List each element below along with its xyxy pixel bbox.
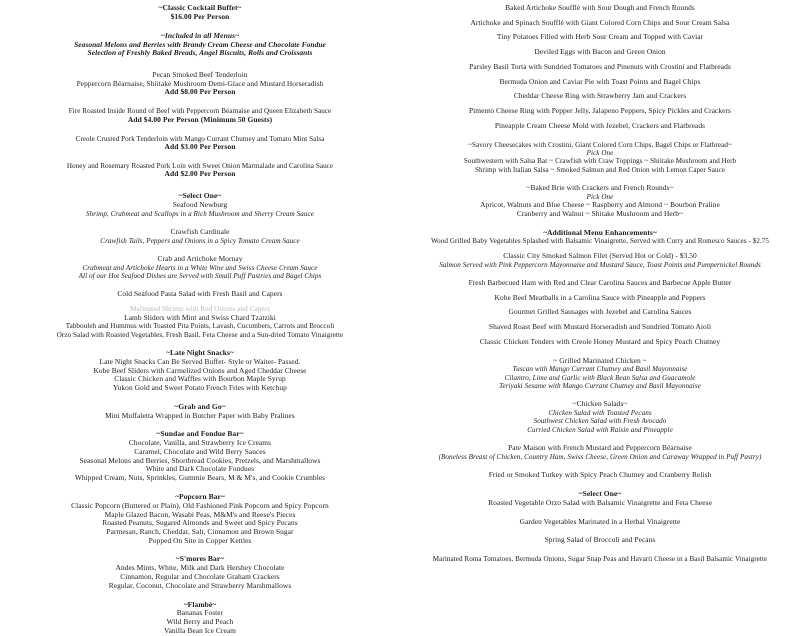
spacer (10, 125, 390, 135)
enhancement-name: Classic City Smoked Salmon Filet (Served Hot or Cold) - $3.50 (503, 250, 697, 260)
hot-item: Kobe Beef Meatballs in a Carolina Sauce with Pineapple and Peppers (494, 292, 706, 302)
seafood-dish-name: Crawfish Cardinale (170, 226, 230, 236)
smores-bar-item: Cinnamon, Regular and Chocolate Graham Crackers (120, 572, 280, 582)
hors-doeuvre-item: Baked Artichoke Soufflé with Sour Dough and French Rounds (505, 3, 695, 12)
chicken-salad-item: Curried Chicken Salad with Raisin and Pineapple (527, 425, 673, 434)
popcorn-bar-item: Parmesan, Ranch, Cheddar, Salt, Cinnamon and Brown Sugar (106, 527, 294, 536)
grilled-chicken-item: Cilantro, Lime and Garlic with Black Bean Salsa and Guacamole (504, 373, 696, 382)
popcorn-bar-item: Classic Popcorn (Buttered or Plain), Old Fashioned Pink Popcorn and Spicy Popcorn (71, 500, 329, 510)
spacer (10, 152, 390, 162)
carving-upcharge: Add $4.00 Per Person (Minimum 50 Guests) (127, 114, 273, 124)
smores-bar-item: Andes Mints, White, Milk and Dark Hershey Chocolate (115, 563, 285, 573)
hors-doeuvre-item: Deviled Eggs with Bacon and Green Onion (534, 47, 666, 57)
flambe-item: Bananas Foster (176, 608, 224, 618)
carving-detail: Peppercorn Béarnaise, Shiitake Mushroom Demi-Glace and Mustard Horseradish (76, 78, 324, 88)
sundae-bar-item: Chocolate, Vanilla, and Strawberry Ice Creams (128, 438, 272, 448)
included-item: Seasonal Melons and Berries with Brandy Cream Cheese and Chocolate Fondue (74, 39, 326, 49)
sundae-bar-item: Seasonal Melons and Berries, Shortbread Cookies, Pretzels, and Marshmallows (79, 455, 321, 465)
turkey-item: Fried or Smoked Turkey with Spicy Peach Chutney and Cranberry Relish (488, 470, 712, 480)
included-item: Selection of Freshly Baked Breads, Angel Biscuits, Rolls and Croissants (87, 48, 313, 58)
smores-bar-heading: ~S'mores Bar~ (175, 554, 225, 564)
smores-bar-item: Regular, Coconut, Chocolate and Strawberry Marshmallows (108, 580, 292, 590)
popcorn-bar-item: Roasted Peanuts, Sugared Almonds and Sweet and Spicy Pecans (102, 518, 298, 528)
carving-name: Fire Roasted Inside Round of Beef with Peppercorn Béarnaise and Queen Elizabeth Sauce (68, 107, 332, 116)
cold-item: Marinated Shrimp with Red Onions and Capers (129, 305, 271, 314)
hors-doeuvre-item: Pineapple Cream Cheese Mold with Jezebel, Crackers and Flatbreads (494, 120, 706, 130)
pate-name: Pate Maison with French Mustard and Peppercorn Béarnaise (508, 443, 692, 453)
select-one-seafood-heading: ~Select One~ (178, 190, 222, 200)
grab-and-go-heading: ~Grab and Go~ (174, 401, 226, 411)
baked-brie-option: Apricot, Walnuts and Blue Cheese ~ Raspberry and Almond ~ Bourbon Praline (480, 200, 720, 210)
left-column (0, 3, 400, 635)
hors-doeuvre-item: Parsley Basil Torta with Sundried Tomatoes and Pinenuts with Crostini and Flatbreads (469, 61, 731, 71)
chicken-salad-item: Chicken Salad with Toasted Pecans (548, 409, 652, 418)
baked-brie-heading: ~Baked Brie with Crackers and French Rounds~ (526, 183, 674, 193)
sundae-bar-heading: ~Sundae and Fondue Bar~ (156, 429, 244, 439)
carving-name: Creole Crusted Pork Tenderloin with Mango Currant Chutney and Tomato Mint Salsa (75, 134, 325, 143)
late-night-heading: ~Late Night Snacks~ (166, 348, 234, 358)
carving-upcharge: Add $2.00 Per Person (164, 169, 236, 179)
flambe-item: Wild Berry and Peach (166, 617, 234, 627)
seafood-footnote: All of our Hot Seafood Dishes are Served with Small Puff Pastries and Bagel Chips (78, 272, 322, 281)
spacer (10, 179, 390, 192)
late-night-item: Yukon Gold and Sweet Potato French Fries with Ketchup (113, 383, 287, 393)
hors-doeuvre-item: Pimento Cheese Ring with Pepper Jelly, Jalapeno Peppers, Spicy Pickles and Crackers (468, 106, 732, 116)
popcorn-bar-heading: ~Popcorn Bar~ (175, 491, 225, 501)
salad-item: Spring Salad of Broccoli and Pecans (544, 535, 656, 545)
baked-brie-pick: Pick One (586, 192, 614, 201)
select-one-salads-heading: ~Select One~ (578, 489, 622, 499)
salad-item: Garden Vegetables Marinated in a Herbal Vinaigrette (519, 516, 681, 526)
spacer (10, 97, 390, 107)
menu-price: $16.00 Per Person (170, 11, 230, 21)
seafood-dish-description: Shrimp, Crabmeat and Scallops in a Rich Mushroom and Sherry Cream Sauce (86, 209, 314, 218)
late-night-item: Kobe Beef Sliders with Carmelized Onions and Aged Cheddar Cheese (93, 365, 307, 375)
savory-cheesecakes-pick: Pick One (586, 148, 614, 157)
salad-item: Roasted Vegetable Orzo Salad with Balsamic Vinaigrette and Feta Cheese (488, 497, 712, 507)
cold-item: Orzo Salad with Roasted Vegetables, Fresh Basil, Feta Cheese and a Sun-dried Tomato Vinaigrette (56, 330, 344, 339)
late-night-note: Late Night Snacks Can Be Served Buffet- Style or Waiter- Passed. (99, 356, 301, 366)
hot-item: Classic Chicken Tenders with Creole Honey Mustard and Spicy Peach Chutney (479, 336, 721, 346)
sundae-bar-item: Caramel, Chocolate and Wild Berry Sauces (134, 447, 266, 457)
sundae-bar-item: White and Dark Chocolate Fondues (145, 464, 255, 474)
cold-item: Tabbouleh and Hummus with Toasted Pita Points, Lavash, Cucumbers, Carrots and Broccoli (65, 322, 335, 331)
popcorn-bar-item: Maple Glazed Bacon, Wasabi Peas, M&M's and Reese's Pieces (104, 509, 296, 519)
cold-item: Lamb Sliders with Mint and Swiss Chard Tzatziki (124, 312, 276, 322)
hors-doeuvre-item: Tiny Potatoes Filled with Herb Sour Cream and Topped with Caviar (496, 32, 704, 42)
hot-item: Gourmet Grilled Sausages with Jezebel and Carolina Sauces (508, 307, 692, 317)
flambe-item: Vanilla Bean Ice Cream (163, 625, 236, 635)
right-column (400, 4, 800, 600)
salad-item: Marinated Roma Tomatoes, Bermuda Onions, Sugar Snap Peas and Havarti Cheese in a Basil Balsamic Vinaigrette (432, 555, 768, 564)
seafood-dish-name: Crab and Artichoke Mornay (157, 253, 243, 263)
carving-name: Pecan Smoked Beef Tenderloin (152, 70, 248, 79)
included-heading: ~Included in all Menus~ (160, 30, 240, 40)
hot-item: Fresh Barbecued Ham with Red and Clear Carolina Sauces and Barbecue Apple Butter (468, 277, 732, 287)
spacer (410, 545, 790, 555)
grilled-chicken-heading: ~ Grilled Marinated Chicken ~ (553, 355, 647, 365)
hors-doeuvre-item: Bermuda Onion and Caviar Pie with Toast Points and Bagel Chips (499, 76, 701, 86)
carving-upcharge: Add $3.00 Per Person (164, 141, 236, 151)
hors-doeuvre-item: Cheddar Cheese Ring with Strawberry Jam and Crackers (513, 91, 687, 101)
late-night-item: Classic Chicken and Waffles with Bourbon Maple Syrup (114, 374, 286, 384)
hot-item: Shaved Roast Beef with Mustard Horseradish and Sundried Tomato Aioli (488, 322, 712, 332)
hors-doeuvre-item: Artichoke and Spinach Soufflé with Giant Colored Corn Chips and Sour Cream Salsa (470, 17, 730, 27)
spacer (410, 131, 790, 141)
grilled-chicken-item: Teriyaki Sesame with Mango Currant Chutney and Basil Mayonnaise (499, 382, 701, 391)
flambe-heading: ~Flambé~ (183, 599, 217, 609)
grilled-chicken-item: Tuscan with Mango Currant Chutney and Basil Mayonnaise (512, 365, 688, 374)
enhancement-name: Wood Grilled Baby Vegetables Splashed with Balsamic Vinaigrette, Served with Curry and Romesco Sauces - $2.75 (430, 237, 770, 246)
chicken-salads-heading: ~Chicken Salads~ (572, 399, 628, 409)
pate-detail: (Boneless Breast of Chicken, Country Ham, Swiss Cheese, Green Onion and Caraway Wrapped in Puff Pastry) (438, 452, 762, 461)
seafood-dish-name: Seafood Newburg (172, 199, 228, 209)
carving-name: Honey and Rosemary Roasted Pork Loin with Sweet Onion Marmalade and Carolina Sauce (66, 161, 334, 170)
chicken-salad-item: Southwest Chicken Salad with Fresh Avocado (533, 417, 667, 426)
carving-upcharge: Add $8.00 Per Person (164, 87, 236, 97)
seafood-dish-description: Crabmeat and Artichoke Hearts in a White Wine and Swiss Cheese Cream Sauce (82, 263, 318, 272)
sundae-bar-item: Whipped Cream, Nuts, Sprinkles, Gummie Bears, M & M's, and Cookie Crumbles (74, 473, 326, 483)
savory-cheesecakes-heading: ~Savory Cheesecakes with Crostini, Giant Colored Corn Chips, Bagel Chips or Flatbread~ (468, 140, 732, 149)
menu-title: ~Classic Cocktail Buffet~ (158, 3, 242, 12)
savory-cheesecakes-option: Shrimp with Italian Salsa ~ Smoked Salmon and Red Onion with Lemon Caper Sauce (475, 165, 725, 174)
grab-and-go-item: Mini Muffaletta Wrapped in Butcher Paper with Baby Pralines (105, 410, 295, 420)
seafood-dish-description: Crawfish Tails, Peppers and Onions in a Spicy Tomato Cream Sauce (100, 236, 300, 245)
popcorn-bar-item: Popped On Site in Copper Kettles (148, 535, 252, 545)
baked-brie-option: Cranberry and Walnut ~ Shitake Mushroom and Herb~ (516, 208, 684, 218)
enhancement-detail: Salmon Served with Pink Peppercorn Mayonnaise and Mustard Sauce, Toast Points and Pumpernickel Rounds (439, 260, 761, 269)
cold-item: Cold Seafood Pasta Salad with Fresh Basil and Capers (117, 289, 283, 299)
additional-enhancements-heading: ~Additional Menu Enhancements~ (543, 227, 657, 237)
savory-cheesecakes-option: Southwestern with Salsa Bar ~ Crawfish with Craw Toppings ~ Shiitake Mushroom and Herb (463, 157, 737, 166)
